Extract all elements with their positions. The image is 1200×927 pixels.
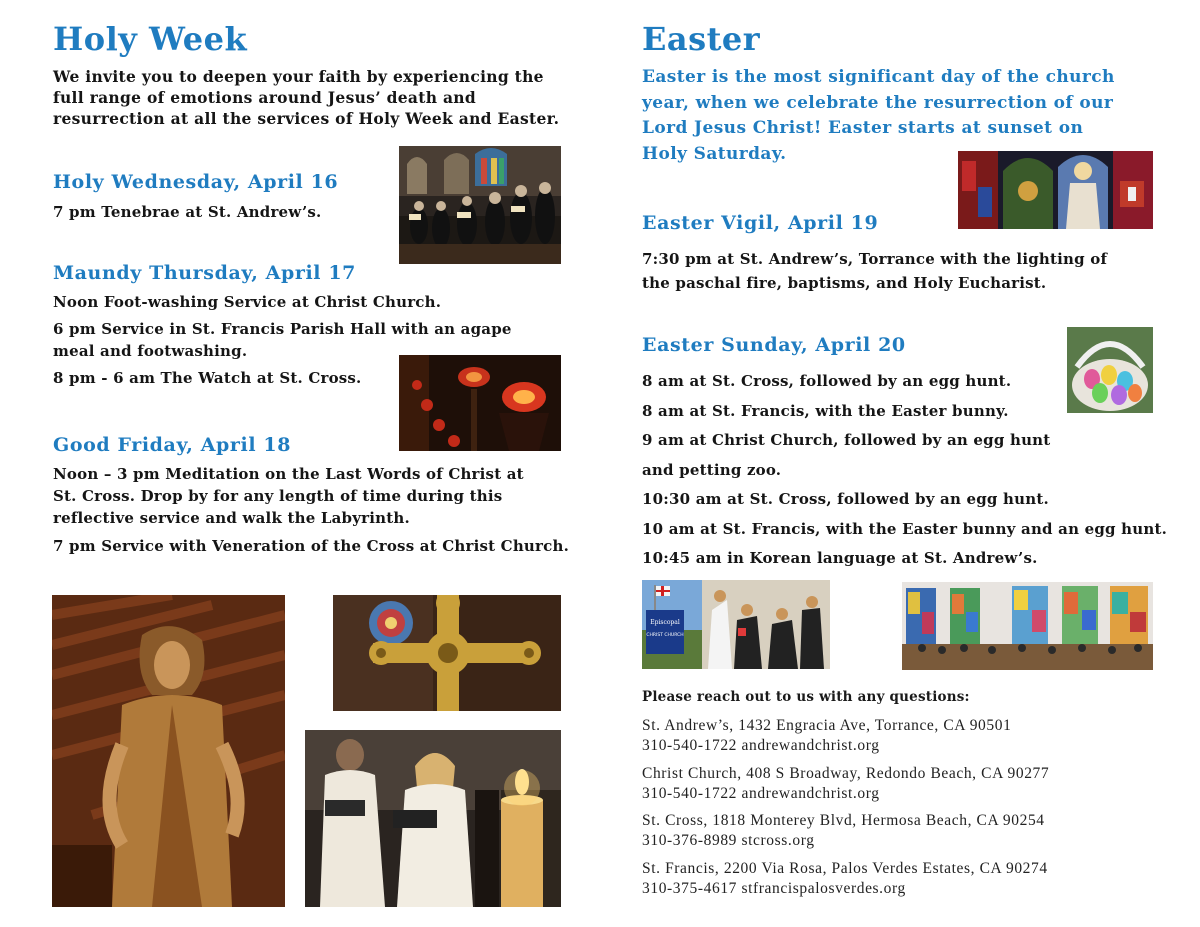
church-contact-christ-church (642, 764, 1049, 804)
church-address: St. Cross, 1818 Monterey Blvd, Hermosa Beach, CA 90254 (642, 812, 1045, 829)
service-line: 6 pm Service in St. Francis Parish Hall with an agape (53, 320, 512, 338)
stained-glass-christ-photo (958, 151, 1153, 229)
good-friday-text (53, 463, 569, 557)
good-friday-heading: Good Friday, April 18 (53, 434, 292, 456)
contact-heading: Please reach out to us with any questions: (642, 689, 970, 705)
easter-vigil-heading: Easter Vigil, April 19 (642, 212, 879, 234)
intro-line: year, when we celebrate the resurrection of our (642, 92, 1114, 113)
holy-wednesday-heading: Holy Wednesday, April 16 (53, 171, 339, 193)
intro-line: resurrection at all the services of Holy Week and Easter. (53, 109, 560, 128)
service-line: the paschal fire, baptisms, and Holy Eucharist. (642, 274, 1047, 292)
church-phone-web: 310-540-1722 andrewandchrist.org (642, 785, 880, 802)
service-line: reflective service and walk the Labyrinth. (53, 509, 410, 527)
intro-line: full range of emotions around Jesus’ death and (53, 88, 477, 107)
service-line: 10 am at St. Francis, with the Easter bunny and an egg hunt. (642, 519, 1168, 538)
christ-church-easter-celebration-photo (642, 580, 830, 669)
church-contact-st-francis (642, 859, 1048, 899)
sign-church-text: CHRIST CHURCH (646, 633, 684, 638)
service-line: 10:30 am at St. Cross, followed by an egg hunt. (642, 490, 1049, 508)
service-line: 9 am at Christ Church, followed by an egg hunt (642, 431, 1051, 449)
easter-sunday-heading: Easter Sunday, April 20 (642, 334, 906, 356)
holy-week-title: Holy Week (53, 20, 248, 58)
easter-egg-basket-photo (1067, 327, 1153, 413)
church-contact-st-andrews (642, 716, 1011, 756)
choir-candle-singers-photo (305, 730, 561, 907)
intro-line: Easter is the most significant day of the church (642, 67, 1115, 87)
church-address: Christ Church, 408 S Broadway, Redondo Beach, CA 90277 (642, 765, 1050, 782)
sign-episcopal-text: Episcopal (650, 619, 680, 626)
church-contact-st-cross (642, 811, 1045, 851)
church-address: St. Francis, 2200 Via Rosa, Palos Verdes Estates, CA 90274 (642, 860, 1048, 877)
service-line: 7 pm Service with Veneration of the Cross at Christ Church. (53, 537, 569, 555)
holy-wednesday-text (53, 201, 321, 223)
service-line: meal and footwashing. (53, 342, 248, 360)
intro-line: Lord Jesus Christ! Easter starts at sunset on (642, 118, 1084, 138)
maundy-thursday-heading: Maundy Thursday, April 17 (53, 262, 356, 284)
choir-candlelight-photo (399, 146, 561, 264)
service-line: 7 pm Tenebrae at St. Andrew’s. (53, 203, 322, 221)
intro-line: We invite you to deepen your faith by experiencing the (53, 67, 544, 86)
service-line: 10:45 am in Korean language at St. Andrew’s. (642, 549, 1038, 567)
church-address: St. Andrew’s, 1432 Engracia Ave, Torrance, CA 90501 (642, 717, 1012, 734)
holy-week-intro (53, 66, 559, 129)
intro-line: Holy Saturday. (642, 143, 787, 164)
easter-vigil-text (642, 247, 1107, 295)
service-line: Noon – 3 pm Meditation on the Last Words of Christ at (53, 465, 524, 483)
easter-title: Easter (642, 20, 761, 58)
golden-cross-photo (333, 595, 561, 711)
service-line: and petting zoo. (642, 460, 782, 479)
service-line: 8 pm - 6 am The Watch at St. Cross. (53, 369, 362, 387)
church-phone-web: 310-376-8989 stcross.org (642, 832, 815, 849)
service-line: 7:30 pm at St. Andrew’s, Torrance with the lighting of (642, 250, 1108, 268)
red-votive-candles-photo (399, 355, 561, 451)
service-line: 8 am at St. Cross, followed by an egg hunt. (642, 372, 1012, 390)
stained-glass-sanctuary-photo (902, 582, 1153, 670)
jesus-statue-photo (52, 595, 285, 907)
church-phone-web: 310-375-4617 stfrancispalosverdes.org (642, 880, 906, 897)
service-line: St. Cross. Drop by for any length of time during this (53, 487, 503, 505)
church-phone-web: 310-540-1722 andrewandchrist.org (642, 737, 880, 754)
service-line: 8 am at St. Francis, with the Easter bunny. (642, 401, 1009, 420)
service-line: Noon Foot-washing Service at Christ Church. (53, 293, 442, 311)
